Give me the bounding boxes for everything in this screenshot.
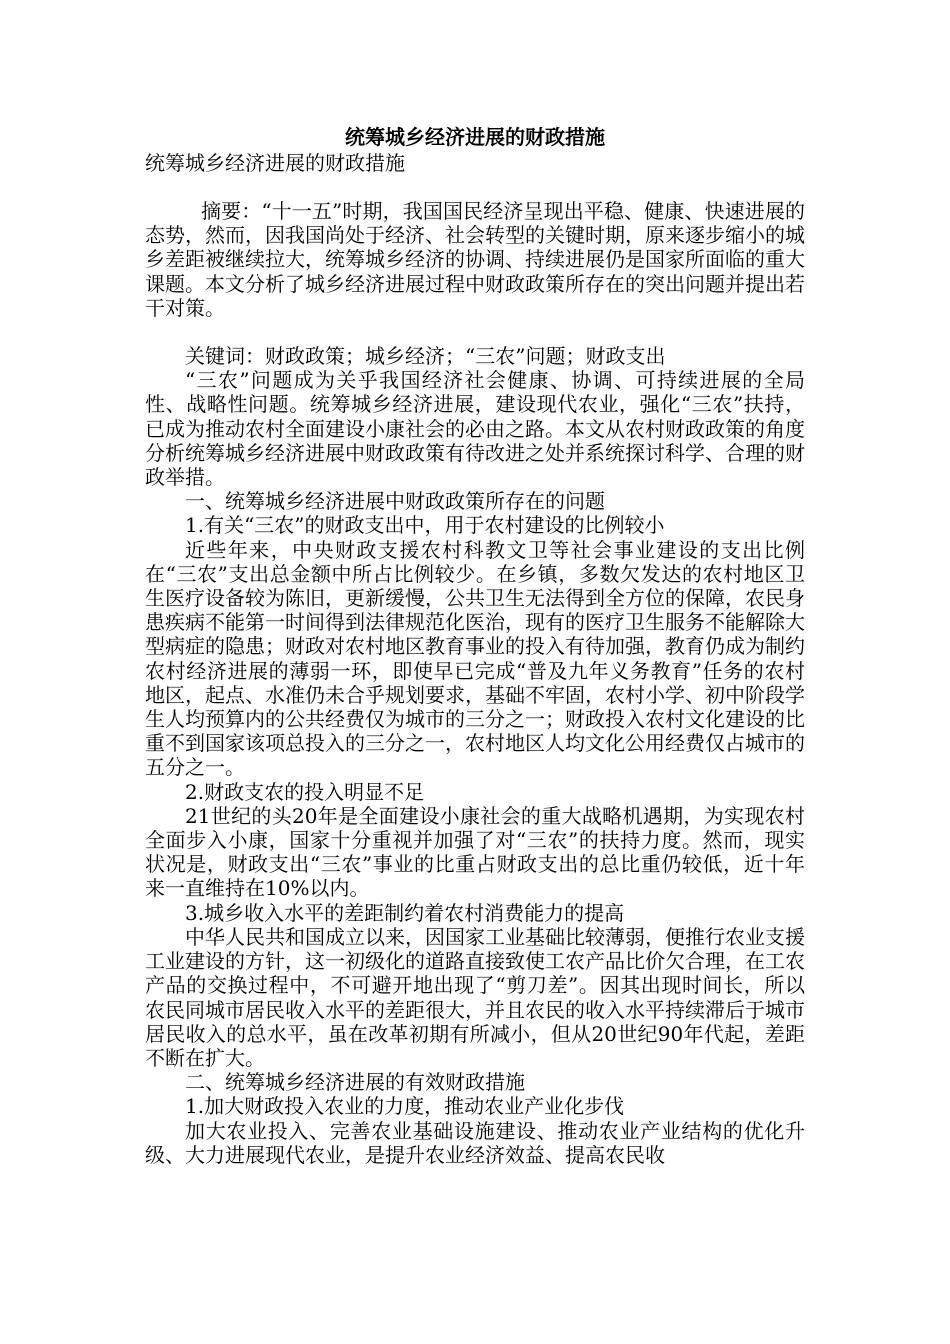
blank-line <box>145 320 805 344</box>
subheading-1-1: 1.有关“三农”的财政支出中，用于农村建设的比例较小 <box>185 513 665 538</box>
subheading-2-1: 1.加大财政投入农业的力度，推动农业产业化步伐 <box>185 1094 625 1119</box>
subheading-1-3: 3.城乡收入水平的差距制约着农村消费能力的提高 <box>185 900 625 925</box>
subheading-1-2: 2.财政支农的投入明显不足 <box>185 779 425 804</box>
blank-line <box>145 175 805 199</box>
document-title: 统筹城乡经济进展的财政措施 <box>345 125 605 149</box>
paragraph-1-3: 中华人民共和国成立以来，因国家工业基础比较薄弱，便推行农业支援工业建设的方针，这一初级化的道路直接致使工农产品比价欠合理，在工农产品的交换过程中，不可避开地出现了“剪刀差”。因其出现时间长，所以农民同城市居民收入水平的差距很大，并且农民的收入水平持续滞后于城市居民收入的总水平，虽在改革初期有所减小，但从20世纪90年代起，差距不断在扩大。 <box>145 924 805 1070</box>
paragraph-1-1: 近些年来，中央财政支援农村科教文卫等社会事业建设的支出比例在“三农”支出总金额中所占比例较少。在乡镇，多数欠发达的农村地区卫生医疗设备较为陈旧，更新缓慢，公共卫生无法得到全方位的保障，农民身患疾病不能第一时间得到法律规范化医治，现有的医疗卫生服务不能解除大型病症的隐患；财政对农村地区教育事业的投入有待加强，教育仍成为制约农村经济进展的薄弱一环，即使早已完成“普及九年义务教育”任务的农村地区，起点、水准仍未合乎规划要求，基础不牢固，农村小学、初中阶段学生人均预算内的公共经费仅为城市的三分之一；财政投入农村文化建设的比重不到国家该项总投入的三分之一，农村地区人均文化公用经费仅占城市的五分之一。 <box>145 537 805 780</box>
section-heading-1: 一、统筹城乡经济进展中财政政策所存在的问题 <box>185 489 605 514</box>
abstract-paragraph: 摘要：“十一五”时期，我国国民经济呈现出平稳、健康、快速进展的态势，然而，因我国尚处于经济、社会转型的关键时期，原来逐步缩小的城乡差距被继续拉大，统筹城乡经济的协调、持续进展仍是国家所面临的重大课题。本文分析了城乡经济进展过程中财政政策所存在的突出问题并提出若干对策。 <box>145 199 805 320</box>
paragraph-2-1: 加大农业投入、完善农业基础设施建设、推动农业产业结构的优化升级、大力进展现代农业，是提升农业经济效益、提高农民收 <box>145 1118 805 1167</box>
document-body <box>145 123 805 1167</box>
intro-paragraph: “三农”问题成为关乎我国经济社会健康、协调、可持续进展的全局性、战略性问题。统筹城乡经济进展，建设现代农业，强化“三农”扶持，已成为推动农村全面建设小康社会的必由之路。本文从农村财政政策的角度分析统筹城乡经济进展中财政政策有待改进之处并系统探讨科学、合理的财政举措。 <box>145 368 805 490</box>
keywords-line: 关键词：财政政策；城乡经济；“三农”问题；财政支出 <box>185 344 666 369</box>
paragraph-1-2: 21世纪的头20年是全面建设小康社会的重大战略机遇期，为实现农村全面步入小康，国家十分重视并加强了对“三农”的扶持力度。然而，现实状况是，财政支出“三农”事业的比重占财政支出的总比重仍较低，近十年来一直维持在10%以内。 <box>145 803 805 901</box>
document-subtitle: 统筹城乡经济进展的财政措施 <box>145 151 405 175</box>
section-heading-2: 二、统筹城乡经济进展的有效财政措施 <box>185 1070 525 1095</box>
